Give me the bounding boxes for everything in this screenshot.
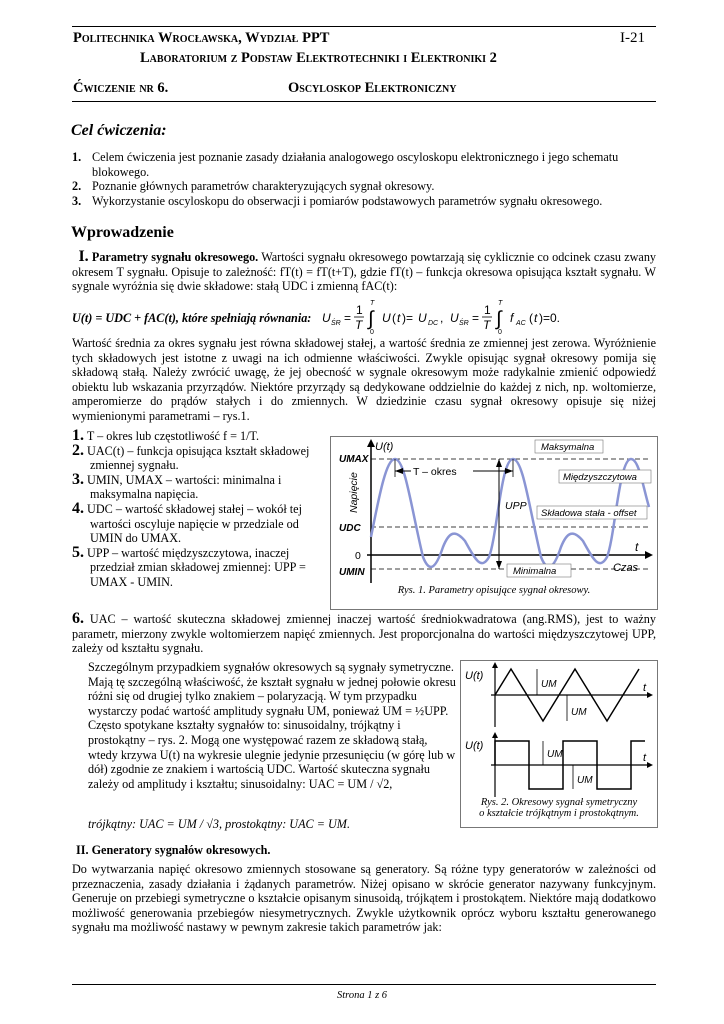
svg-text:1: 1 [484,303,491,317]
header-rule-bottom [72,101,656,102]
figure-2-plot [461,661,657,797]
figure-1-plot [331,437,657,593]
svg-text:T: T [370,300,375,307]
goal-heading: Cel ćwiczenia: [71,122,167,139]
document-code: I-21 [620,30,645,46]
svg-text:ŚR: ŚR [459,320,469,327]
label-minimalna: Minimalna [513,566,557,577]
label-ut: U(t) [465,670,484,682]
svg-text:∫: ∫ [368,308,374,330]
svg-text:DC: DC [428,320,439,327]
section-2-text: Do wytwarzania napięć okresowo zmiennych stosowane są generatory. Są różne typy generatorów w zależności od przeznaczenia, zasady działania i żądanych parametrów. Niżej opisano w skrócie generator nazywany funkcyjnym. Generuje on przebiegi symetryczne o kształcie opisanym sinusoidą, trójkątem i prostokątem. Niektóre mają dodatkowo możliwość generowania przebiegów niesymetrycznych. Zwykle użytkownik oprócz wyboru kształtu generowanego sygnału ma możliwość nastawy w pewnym zakresie takich parametrów jak: [72,862,656,935]
svg-text:f: f [510,311,514,325]
intro-heading: Wprowadzenie [71,224,174,241]
svg-text:(: ( [529,311,533,325]
list-item: 2. Poznanie głównych parametrów charakteryzujących sygnał okresowy. [72,179,435,194]
label-udc: UDC [339,523,361,534]
svg-text:AC: AC [516,320,526,327]
exercise-number: Ćwiczenie nr 6. [73,80,169,96]
parameter-6-last: trójkątny: UAC = UM / √3, prostokątny: UAC = UM. [88,817,351,831]
list-item: 3. Wykorzystanie oscyloskopu do obserwacji i pomiarów podstawowych parametrów sygnału okresowego. [72,193,603,208]
figure-2 [460,660,658,828]
svg-text:T: T [483,318,491,332]
header-rule-top [72,26,656,27]
exercise-topic: Oscyloskop Elektroniczny [288,80,457,96]
svg-text:t: t [534,311,538,325]
figure-1 [330,436,658,610]
list-item: 1. T – okres lub częstotliwość f = 1/T. [72,427,260,444]
list-item: 5. UPP – wartość międzyszczytowa, inaczej przedział zmian składowej zmiennej: UPP = UMAX - UMIN. [72,543,306,589]
label-t: t [643,682,647,694]
label-zero: 0 [355,550,361,562]
svg-text:∫: ∫ [496,308,502,330]
label-napiecie: Napięcie [348,472,360,513]
label-um: UM [547,749,563,760]
label-t: t [635,540,639,554]
footer-rule [72,984,656,985]
averaging-equations [318,298,578,336]
parameter-6-continued: Szczególnym przypadkiem sygnałów okresowych są sygnały symetryczne. Mają tę szczególną właściwość, że kształt sygnału w jednej połowie okresu różni się od drugiej tylko znakiem – polaryzacją. W tym przypadku wystarczy podać wartość amplitudy sygnału UM, ponieważ UM = ½UPP. Często spotykane kształty sygnałów to: sinusoidalny, trójkątny i prostokątny – rys. 2. Mogą one występować razem ze składową stałą, wtedy krzywa U(t) na wykresie ulegnie jedynie przesunięciu (w górę lub w dół) zgodnie ze znakiem i wartością UDC. Wartość skuteczna sygnału zależy od amplitudy i kształtu; sinusoidalny: UAC = UM / √2, [88,660,456,791]
svg-text:)=: )= [402,311,414,325]
label-um: UM [571,707,587,718]
svg-text:T: T [498,300,503,307]
intro-paragraph-2: Wartość średnia za okres sygnału jest równa składowej stałej, a wartość średnia ze zmiennej jest zerowa. Wyróżnienie tych składowych jest istotne z uwagi na ich odmienne właściwości. Zwykle opisując sygnał okresowy pomija się składową stałą. Należy zwrócić uwagę, że jej obecność w sygnale okresowym może radykalnie zmienić odpowiedź obiektu lub wskazania przyrządów. Niektóre przyrządy są dedykowane oddzielnie do każdej z nich, np. woltomierze, amperomierze do prądów stałych i do zmiennych. W dziedzinie czasu sygnał okresowy opisuje się niżej wymienionymi parametrami – rys.1. [72,336,656,423]
svg-text:=: = [344,311,352,325]
svg-text:T: T [355,318,363,332]
label-upp: UPP [505,500,527,512]
parameter-6: 6. UAC – wartość skuteczna składowej zmiennej inaczej wartość średniokwadratowa (ang.RMS), jest to ważny parametr, mierzony zwykle woltomierzem napięć zmiennych. Jest proporcjonalna do wartości międzyszczytowej UPP, zależy od kształtu sygnału. [72,610,656,656]
svg-text:(: ( [392,311,396,325]
label-maksymalna: Maksymalna [541,442,595,453]
goal-list [72,150,654,208]
label-um: UM [577,775,593,786]
section-2-heading: II. Generatory sygnałów okresowych. [76,843,271,857]
svg-text:U: U [450,311,459,325]
figure-2-caption: Rys. 2. Okresowy sygnał symetryczny o kształcie trójkątnym i prostokątnym. [479,797,639,819]
label-period: T – okres [413,466,457,478]
svg-text:,: , [440,311,444,325]
label-czas: Czas [613,562,639,574]
label-ut: U(t) [465,740,484,752]
page-number: Strona 1 z 6 [336,990,388,1001]
equation-line: U(t) = UDC + fAC(t), które spełniają równania: [72,311,312,325]
label-t: t [643,752,647,764]
svg-text:0: 0 [370,329,374,336]
svg-text:U: U [382,311,391,325]
label-umin: UMIN [339,567,365,578]
svg-text:t: t [397,311,401,325]
label-miedzyszczytowa: Międzyszczytowa [563,472,637,483]
list-item: 3. UMIN, UMAX – wartości: minimalna i maksymalna napięcia. [72,470,282,502]
institution: Politechnika Wrocławska, Wydział PPT [73,30,330,46]
svg-text:ŚR: ŚR [331,320,341,327]
label-offset: Składowa stała - offset [541,508,637,519]
label-um: UM [541,679,557,690]
svg-text:U: U [418,311,427,325]
figure-1-caption: Rys. 1. Parametry opisujące sygnał okresowy. [397,585,591,596]
svg-text:1: 1 [356,303,363,317]
intro-paragraph-1: I. Parametry sygnału okresowego. Wartości sygnału okresowego powtarzają się cyklicznie co odcinek czasu zwany okresem T sygnału. Opisuje to zależność: fT(t) = fT(t+T), gdzie fT(t) – funkcja okresowa opisująca kształt sygnału. W sygnale wyróżnia się dwie składowe: stałą UDC i zmienną fAC(t): [72,248,657,294]
list-item: 4. UDC – wartość składowej stałej – wokół tej wartości oscyluje napięcie w przedziale od UMIN do UMAX. [72,499,302,546]
lab-title: Laboratorium z Podstaw Elektrotechniki i Elektroniki 2 [140,50,497,66]
label-ut: U(t) [375,441,394,453]
svg-text:0: 0 [498,329,502,336]
list-item: 2. UAC(t) – funkcja opisująca kształt składowej zmiennej sygnału. [72,441,310,473]
svg-text:=: = [472,311,480,325]
list-item: 1. Celem ćwiczenia jest poznanie zasady działania analogowego oscyloskopu elektronicznego i jego schematu blokowego. [72,150,619,179]
label-umax: UMAX [339,454,369,465]
svg-text:)=0.: )=0. [539,311,561,325]
svg-text:U: U [322,311,331,325]
parameter-list [72,429,320,590]
